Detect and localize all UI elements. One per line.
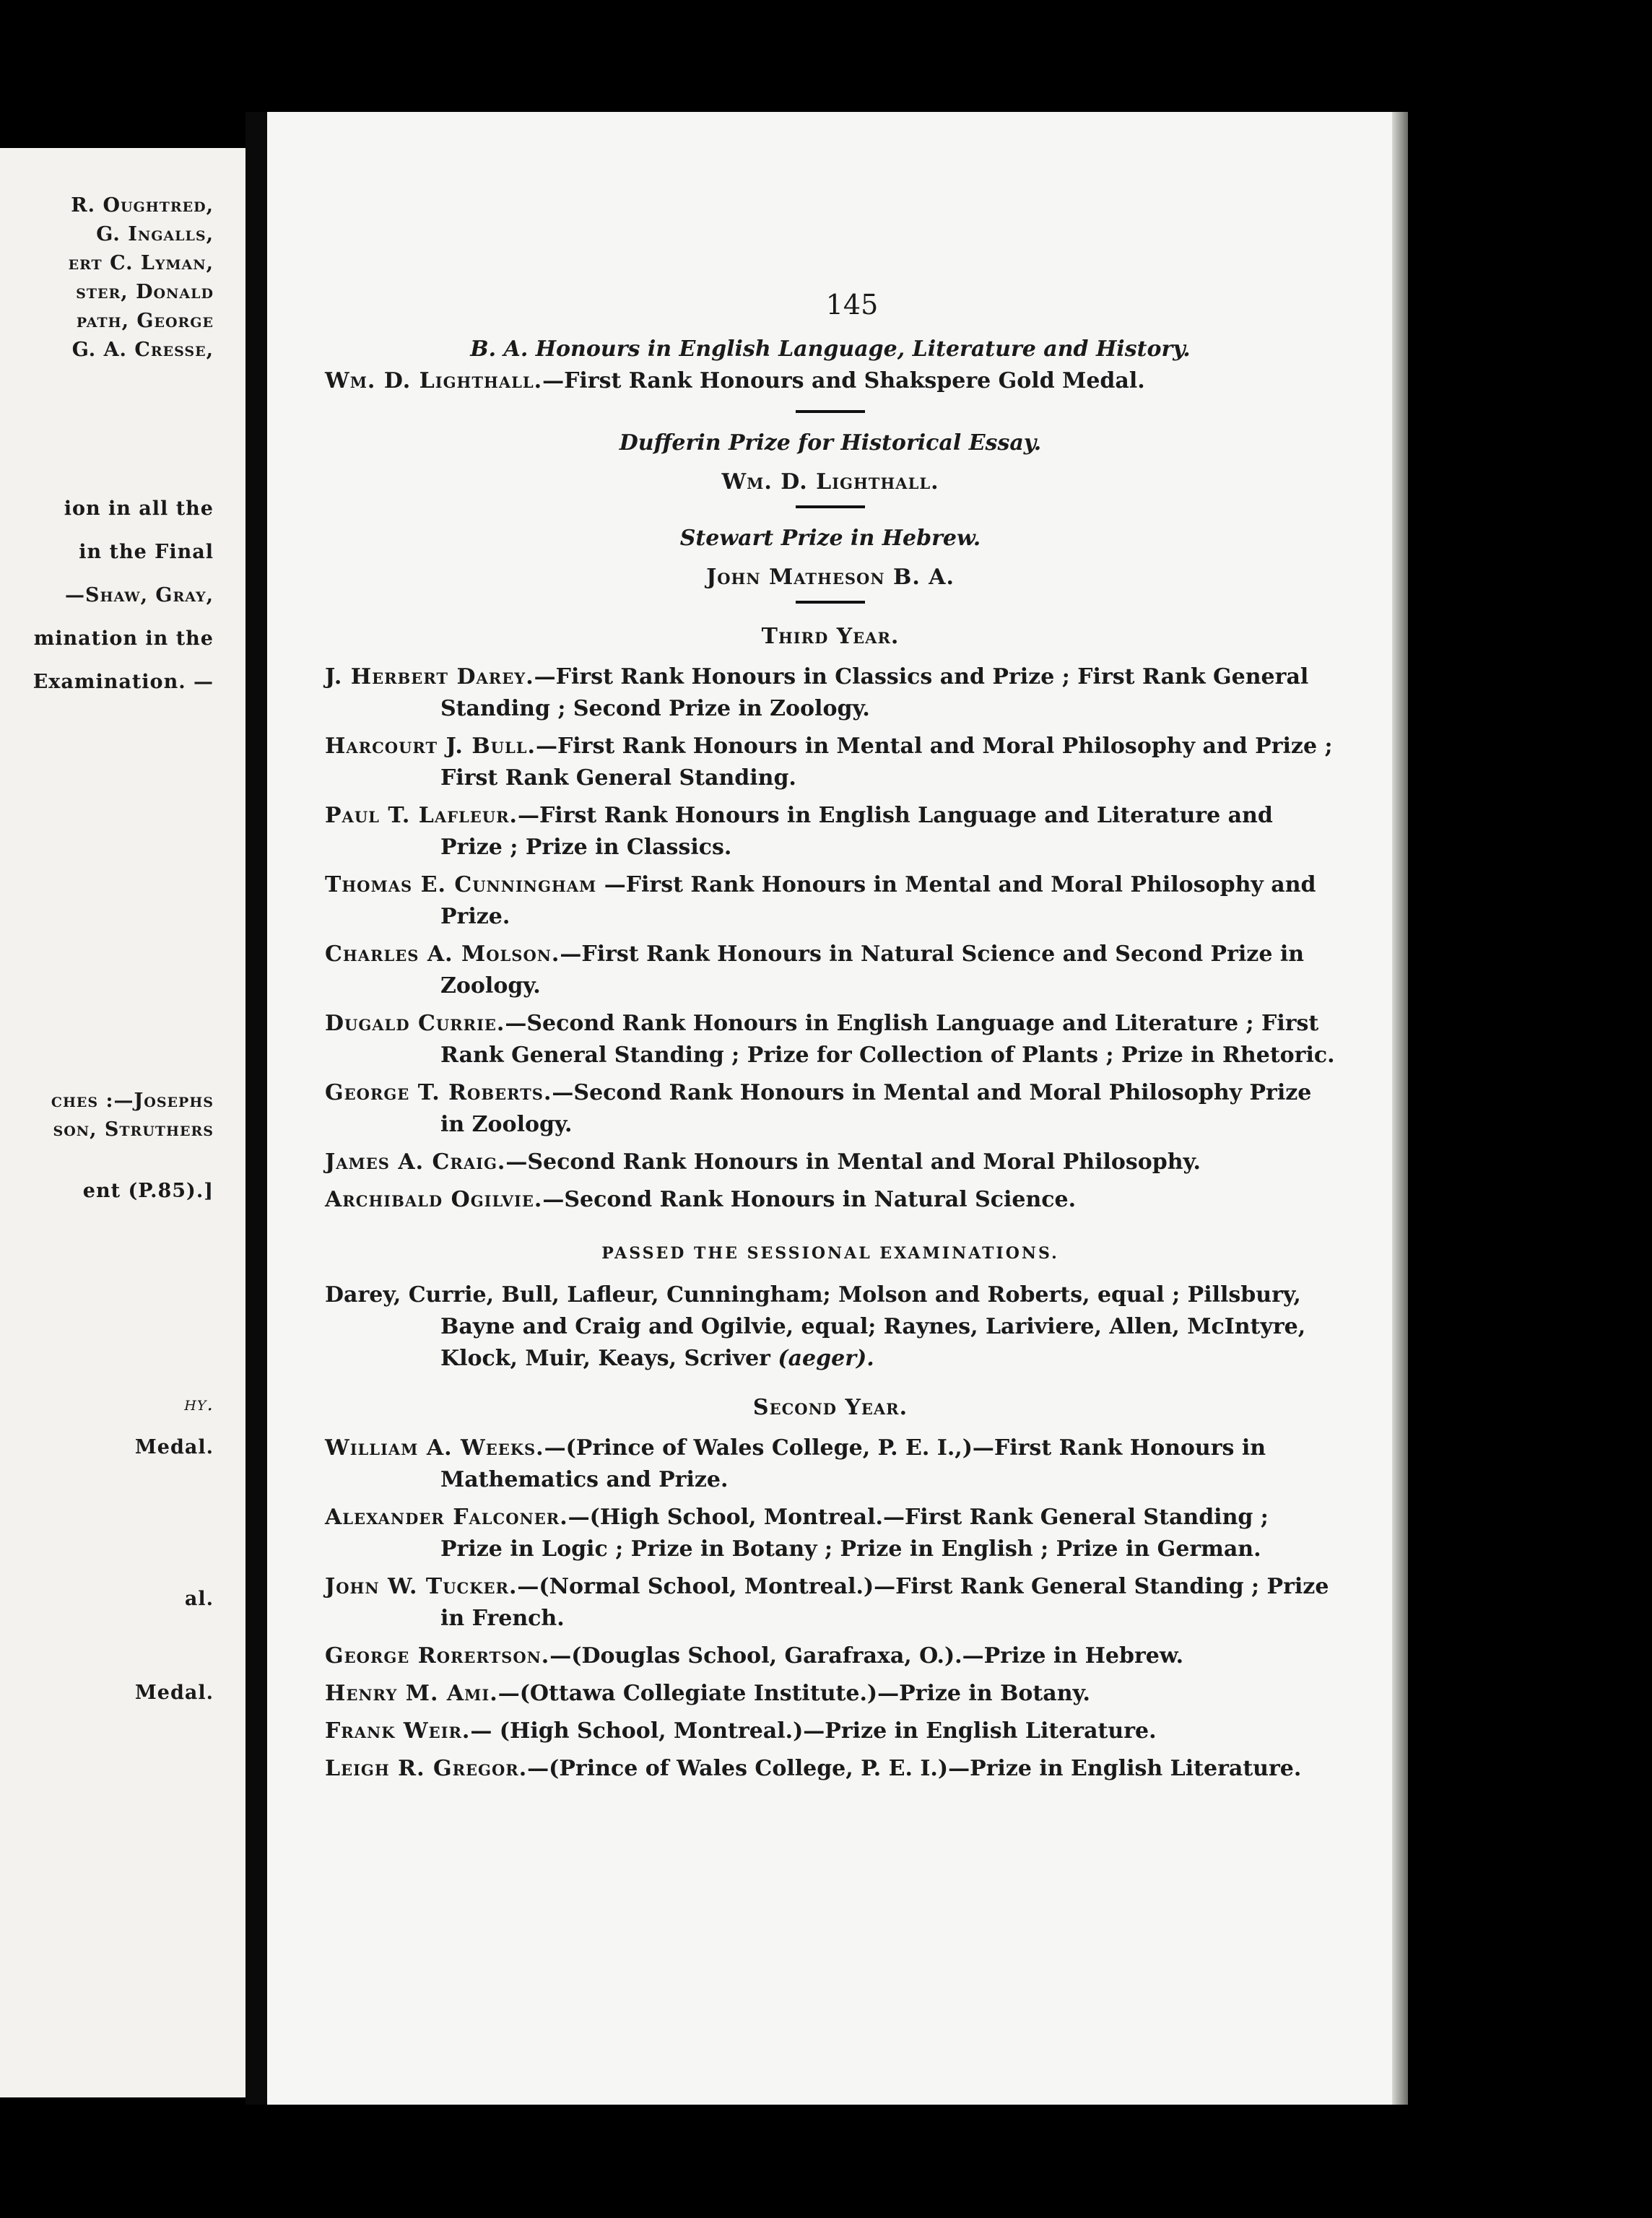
honours-entry — [325, 1432, 1336, 1496]
entry-name: Frank Weir. — [325, 1718, 471, 1744]
third-year-list — [325, 661, 1336, 1216]
entry-name: George Rorertson. — [325, 1643, 550, 1669]
entry-name: Archibald Ogilvie. — [325, 1187, 543, 1212]
dufferin-title: Dufferin Prize for Historical Essay. — [619, 430, 1042, 456]
dufferin-name: Wm. D. Lighthall. — [721, 469, 939, 495]
entry-text: —First Rank Honours in Classics and Prize ; First Rank General Standing ; Second Prize in Zoology. — [440, 664, 1309, 721]
second-year-list — [325, 1432, 1336, 1785]
left-page-text-fragment: R. Oughtred, — [71, 194, 214, 217]
left-page-text-fragment: ert C. Lyman, — [68, 252, 214, 274]
entry-text: —Second Rank Honours in Mental and Moral Philosophy. — [505, 1149, 1201, 1175]
left-page-text-fragment: Medal. — [134, 1436, 214, 1458]
passed-names: Darey, Currie, Bull, Lafleur, Cunningham; Molson and Roberts, equal ; Pillsbury, Bayne and Craig and Ogilvie, equal; Raynes, Lariviere, Allen, McIntyre, Klock, Muir, Keays, Scriver — [325, 1282, 1306, 1371]
entry-text: —First Rank Honours in Natural Science and Second Prize in Zoology. — [440, 941, 1305, 999]
honours-entry — [325, 661, 1336, 725]
honours-entry — [325, 1147, 1336, 1178]
entry-text: —First Rank Honours in Mental and Moral Philosophy and Prize ; First Rank General Standing. — [440, 734, 1333, 791]
stewart-title: Stewart Prize in Hebrew. — [679, 526, 981, 551]
left-page-text-fragment: ster, Donald — [76, 281, 214, 303]
page-content — [325, 289, 1336, 1791]
honours-entry — [325, 869, 1336, 933]
honours-entry — [325, 731, 1336, 794]
third-year-heading: Third Year. — [761, 624, 900, 649]
entry-name: George T. Roberts. — [325, 1080, 552, 1105]
entry-name: Paul T. Lafleur. — [325, 803, 518, 828]
left-page-text-fragment: Medal. — [134, 1682, 214, 1704]
left-page-text-fragment: ent (P.85).] — [82, 1180, 214, 1202]
page-number: 145 — [825, 289, 879, 321]
honours-entry — [325, 800, 1336, 864]
entry-name: Charles A. Molson. — [325, 941, 560, 967]
passed-heading: PASSED THE SESSIONAL EXAMINATIONS. — [601, 1244, 1059, 1263]
entry-text: —(High School, Montreal.—First Rank General Standing ; Prize in Logic ; Prize in Botany ; Prize in English ; Prize in German. — [440, 1505, 1269, 1562]
entry-name: John W. Tucker. — [325, 1574, 518, 1599]
entry-name: Harcourt J. Bull. — [325, 734, 536, 759]
entry-text: —First Rank Honours and Shakspere Gold Medal. — [542, 368, 1145, 393]
left-page-text-fragment: ion in all the — [64, 497, 214, 520]
divider-rule — [796, 410, 865, 413]
entry-name: J. Herbert Darey. — [325, 664, 534, 690]
honours-entry — [325, 1753, 1336, 1785]
ba-honours-title: B. A. Honours in English Language, Literature and History. — [470, 336, 1191, 362]
honours-entry — [325, 1640, 1336, 1672]
left-page-text-fragment: G. A. Cresse, — [71, 339, 214, 361]
passed-aeger: (aeger). — [778, 1346, 874, 1371]
right-page — [245, 112, 1408, 2105]
left-page-text-fragment: Examination. — — [32, 671, 214, 693]
left-page-text-fragment: ches :—Josephs — [51, 1090, 214, 1112]
entry-text: —(Ottawa Collegiate Institute.)—Prize in Botany. — [497, 1681, 1090, 1706]
divider-rule — [796, 505, 865, 508]
entry-text: —First Rank Honours in English Language and Literature and Prize ; Prize in Classics. — [440, 803, 1273, 860]
honours-entry — [325, 1008, 1336, 1071]
entry-text: — (High School, Montreal.)—Prize in English Literature. — [470, 1718, 1157, 1744]
entry-name: James A. Craig. — [325, 1149, 506, 1175]
entry-name: Thomas E. Cunningham — [325, 872, 597, 897]
entry-text: —Second Rank Honours in English Language and Literature ; First Rank General Standing ; Prize for Collection of Plants ; Prize in Rhetoric. — [440, 1011, 1335, 1068]
ba-honours-entry — [325, 365, 1336, 397]
left-page-text-fragment: G. Ingalls, — [96, 223, 214, 245]
left-page-fragment — [0, 148, 245, 2097]
entry-text: —Second Rank Honours in Mental and Moral Philosophy Prize in Zoology. — [440, 1080, 1312, 1137]
honours-entry — [325, 1184, 1336, 1216]
entry-text: —(Prince of Wales College, P. E. I.,)—First Rank Honours in Mathematics and Prize. — [440, 1435, 1266, 1492]
entry-text: —First Rank Honours in Mental and Moral Philosophy and Prize. — [440, 872, 1316, 929]
honours-entry — [325, 1678, 1336, 1710]
entry-name: Alexander Falconer. — [325, 1505, 568, 1530]
passed-list — [325, 1279, 1336, 1375]
stewart-name: John Matheson B. A. — [706, 565, 955, 590]
left-page-text-fragment: in the Final — [79, 541, 214, 563]
left-page-text-fragment: mination in the — [33, 627, 214, 650]
second-year-heading: Second Year. — [752, 1395, 908, 1420]
honours-entry — [325, 939, 1336, 1002]
entry-name: Leigh R. Gregor. — [325, 1756, 528, 1781]
left-page-text-fragment: son, Struthers — [53, 1118, 214, 1141]
entry-name: Henry M. Ami. — [325, 1681, 498, 1706]
left-page-text-fragment: —Shaw, Gray, — [65, 584, 214, 606]
left-page-text-fragment: al. — [184, 1588, 214, 1610]
entry-name: William A. Weeks. — [325, 1435, 544, 1461]
entry-text: —Second Rank Honours in Natural Science. — [542, 1187, 1077, 1212]
honours-entry — [325, 1571, 1336, 1635]
entry-text: —(Prince of Wales College, P. E. I.)—Prize in English Literature. — [527, 1756, 1302, 1781]
entry-text: —(Douglas School, Garafraxa, O.).—Prize in Hebrew. — [549, 1643, 1184, 1669]
left-page-text-fragment: hy. — [184, 1393, 214, 1415]
left-page-text-fragment: path, George — [76, 310, 214, 332]
entry-text: —(Normal School, Montreal.)—First Rank General Standing ; Prize in French. — [440, 1574, 1329, 1631]
honours-entry — [325, 1077, 1336, 1141]
honours-entry — [325, 1502, 1336, 1565]
entry-name: Dugald Currie. — [325, 1011, 505, 1036]
divider-rule — [796, 601, 865, 604]
honours-entry — [325, 1715, 1336, 1747]
page-edge — [1392, 112, 1408, 2105]
entry-name: Wm. D. Lighthall. — [325, 368, 543, 393]
